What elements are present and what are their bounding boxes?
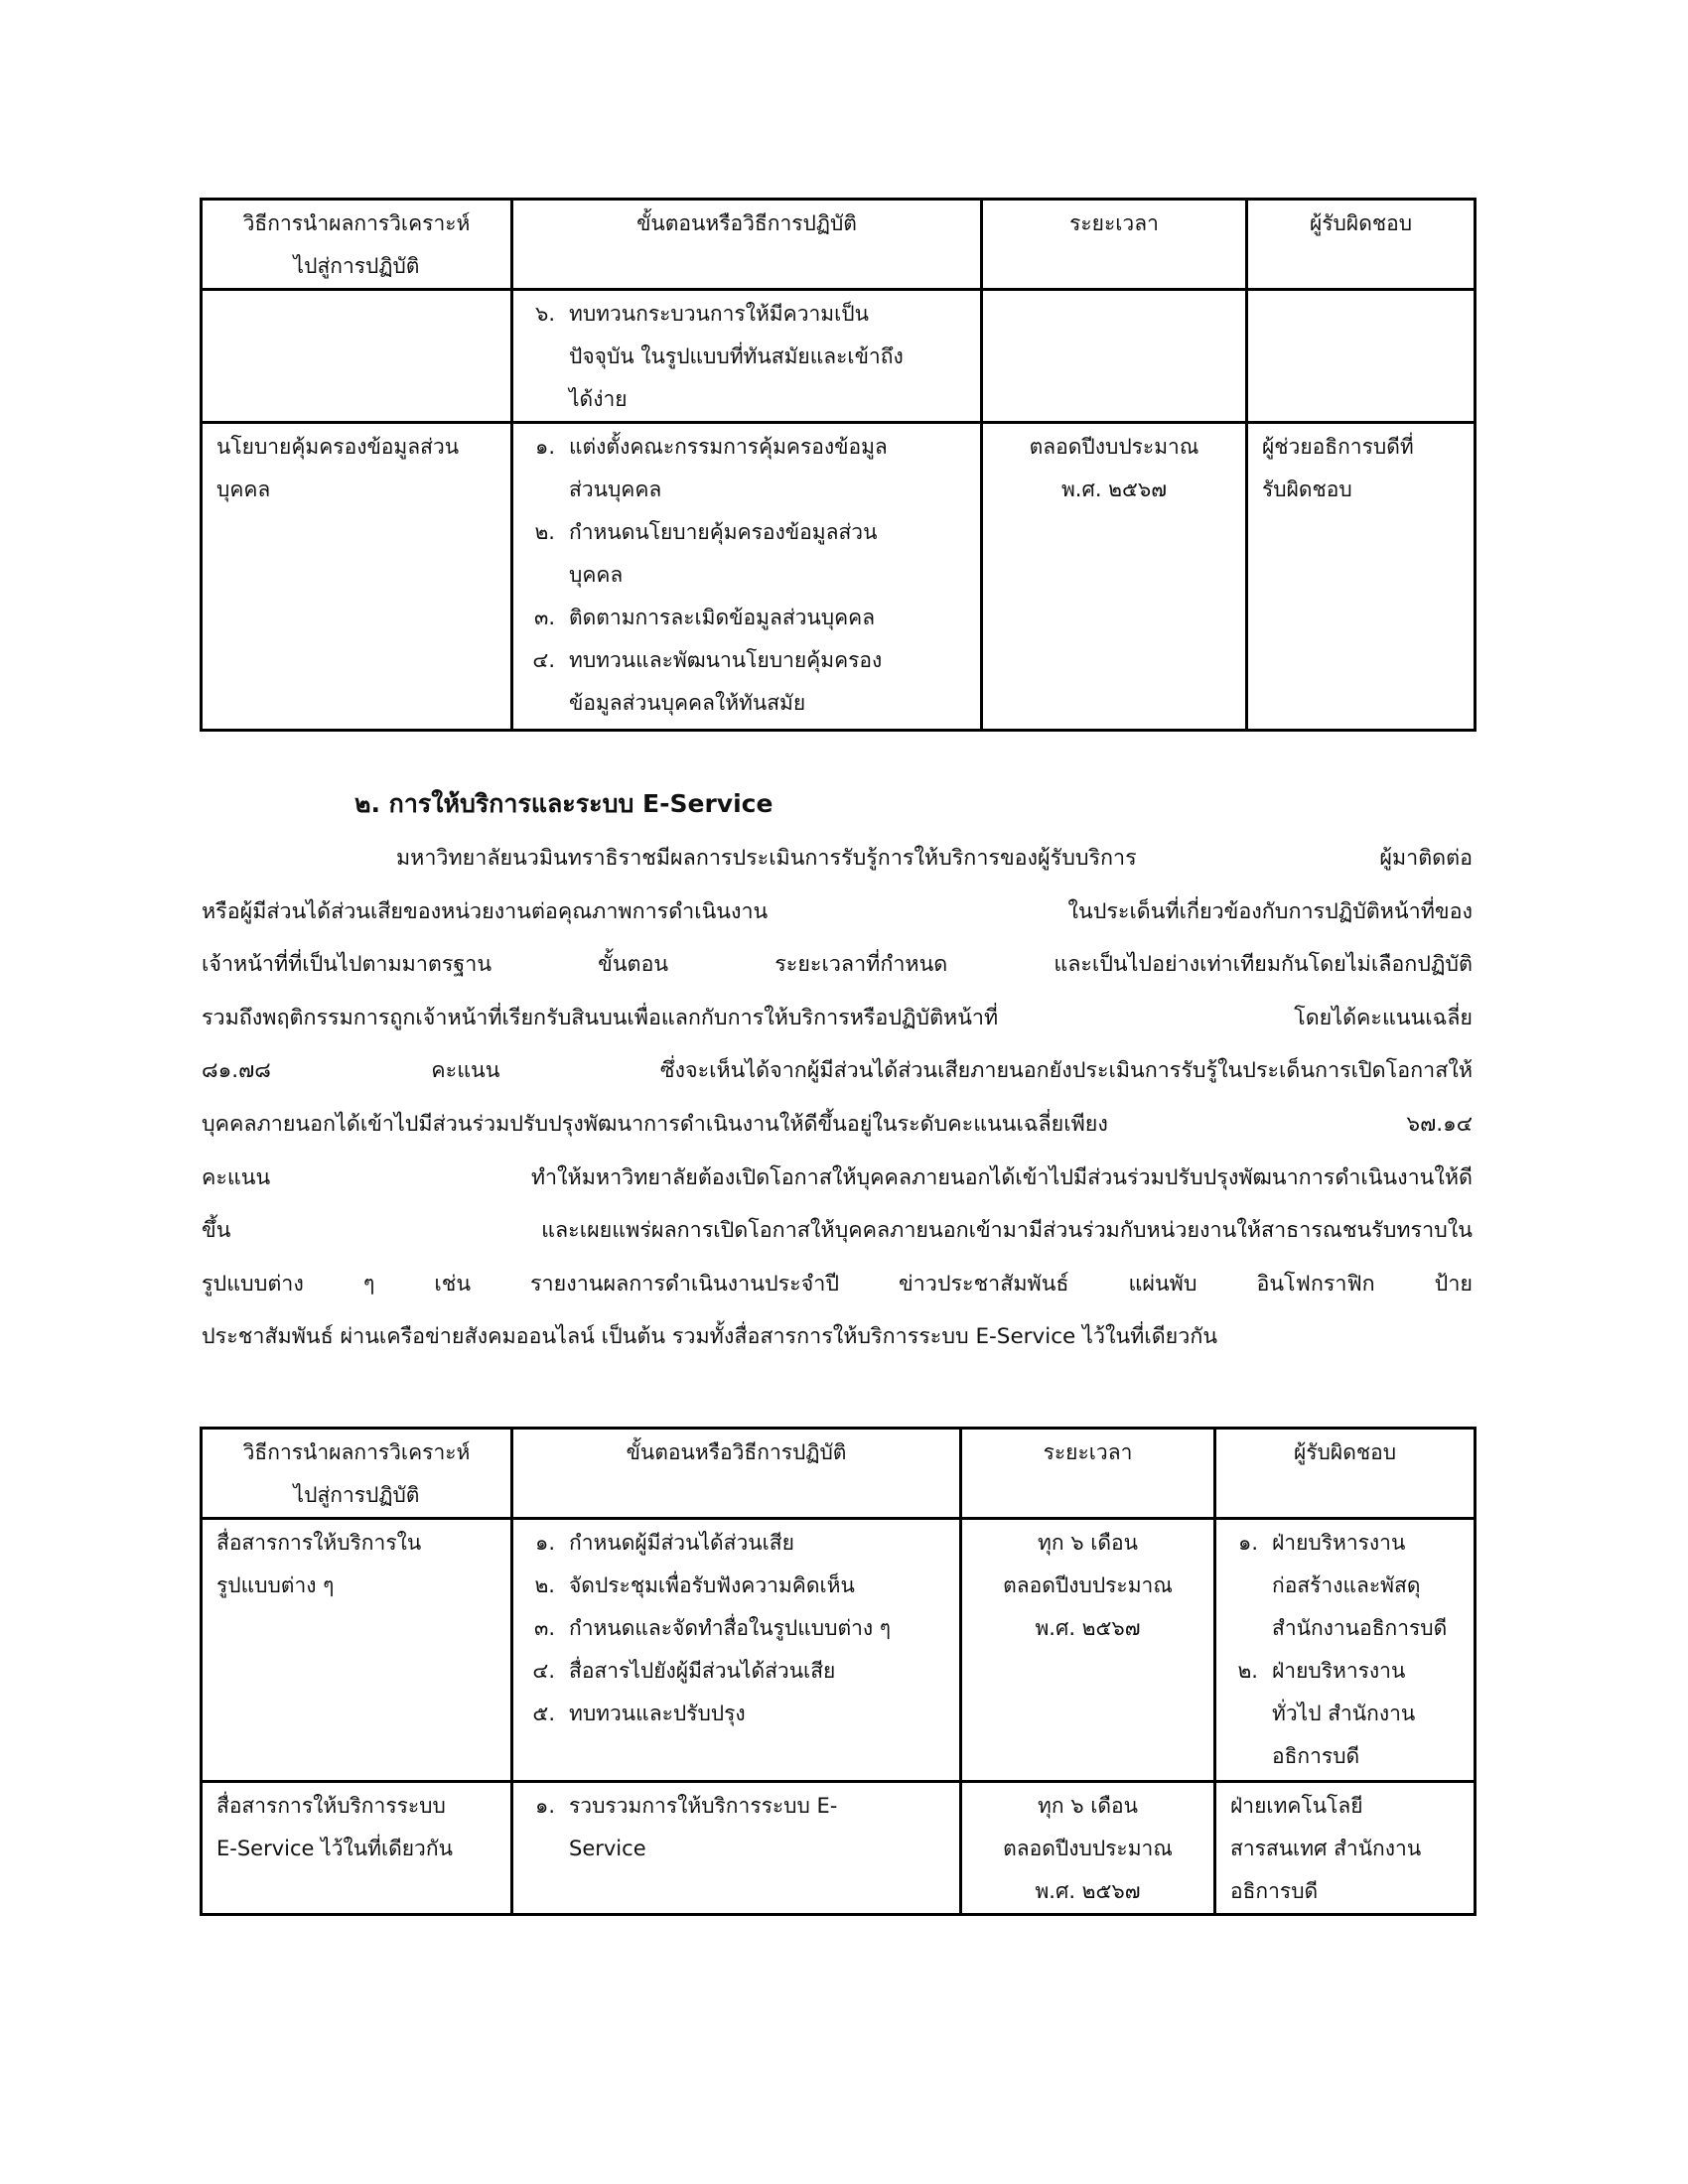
step-text: ส่วนบุคคล xyxy=(569,478,662,501)
responsible-text: สารสนเทศ สำนักงาน xyxy=(1230,1837,1422,1860)
section-paragraph xyxy=(202,832,1473,1364)
period-cell xyxy=(982,290,1247,423)
step-text: กำหนดและจัดทำสื่อในรูปแบบต่าง ๆ xyxy=(569,1616,892,1640)
responsible-text: อธิการบดี xyxy=(1230,1879,1319,1903)
period-text: ตลอดปีงบประมาณ xyxy=(1029,435,1199,459)
period-text: พ.ศ. ๒๕๖๗ xyxy=(1060,478,1168,501)
step-text: Service xyxy=(569,1837,646,1860)
header-text: วิธีการนำผลการวิเคราะห์ xyxy=(242,1440,471,1464)
step-text: สื่อสารไปยังผู้มีส่วนได้ส่วนเสีย xyxy=(569,1659,836,1683)
period-text: ทุก ๖ เดือน xyxy=(1037,1794,1139,1818)
header-responsible: ผู้รับผิดชอบ xyxy=(1247,200,1476,290)
period-text: ตลอดปีงบประมาณ xyxy=(1003,1573,1173,1597)
paragraph-line: หรือผู้มีส่วนได้ส่วนเสียของหน่วยงานต่อคุณภาพการดำเนินงาน ในประเด็นที่เกี่ยวข้องกับการปฏิบัติหน้าที่ของ xyxy=(202,898,1473,924)
steps-cell xyxy=(512,290,982,423)
responsible-text: ก่อสร้างและพัสดุ xyxy=(1272,1573,1421,1597)
paragraph-line: รูปแบบต่าง ๆ เช่น รายงานผลการดำเนินงานประจำปี ข่าวประชาสัมพันธ์ แผ่นพับ อินโฟกราฟิก ป้าย xyxy=(202,1271,1473,1297)
step-item xyxy=(513,1650,959,1693)
responsible-text: ทั่วไป สำนักงาน xyxy=(1272,1702,1416,1725)
table-row xyxy=(202,423,1476,731)
steps-cell xyxy=(512,1782,961,1915)
step-text: ทบทวนและพัฒนานโยบายคุ้มครอง xyxy=(569,648,883,672)
step-item xyxy=(513,1693,959,1735)
step-number: ๔. xyxy=(532,648,555,672)
header-text: ไปสู่การปฏิบัติ xyxy=(293,254,420,278)
step-item xyxy=(513,597,980,639)
approach-cell xyxy=(202,290,512,423)
step-number: ๒. xyxy=(534,520,555,544)
responsible-text: อธิการบดี xyxy=(1272,1744,1360,1768)
table-header-row xyxy=(202,1429,1476,1519)
step-text: กำหนดผู้มีส่วนได้ส่วนเสีย xyxy=(569,1531,794,1555)
step-text: แต่งตั้งคณะกรรมการคุ้มครองข้อมูล xyxy=(569,435,888,459)
responsible-text: ผู้ช่วยอธิการบดีที่ xyxy=(1262,435,1414,459)
header-text: วิธีการนำผลการวิเคราะห์ xyxy=(242,211,471,235)
table-header-row xyxy=(202,200,1476,290)
action-plan-table-2 xyxy=(200,1427,1477,1916)
step-text: กำหนดนโยบายคุ้มครองข้อมูลส่วน xyxy=(569,520,878,544)
responsible-item xyxy=(1216,1522,1474,1650)
period-cell xyxy=(961,1519,1215,1782)
step-item xyxy=(513,511,980,597)
header-steps: ขั้นตอนหรือวิธีการปฏิบัติ xyxy=(512,200,982,290)
approach-text: E-Service ไว้ในที่เดียวกัน xyxy=(216,1837,453,1860)
approach-text: บุคคล xyxy=(216,478,271,501)
responsible-number: ๑. xyxy=(1237,1531,1258,1555)
header-text: ไปสู่การปฏิบัติ xyxy=(293,1483,420,1507)
step-text: ติดตามการละเมิดข้อมูลส่วนบุคคล xyxy=(569,606,876,629)
approach-cell xyxy=(202,1782,512,1915)
responsible-cell xyxy=(1215,1519,1476,1782)
step-number: ๑. xyxy=(534,435,555,459)
responsible-text: สำนักงานอธิการบดี xyxy=(1272,1616,1448,1640)
step-item xyxy=(513,293,980,421)
header-steps: ขั้นตอนหรือวิธีการปฏิบัติ xyxy=(512,1429,961,1519)
responsible-cell xyxy=(1215,1782,1476,1915)
table-row xyxy=(202,1782,1476,1915)
table-row xyxy=(202,290,1476,423)
step-text: จัดประชุมเพื่อรับฟังความคิดเห็น xyxy=(569,1573,855,1597)
responsible-item xyxy=(1216,1650,1474,1778)
step-text: ได้ง่าย xyxy=(569,387,628,411)
paragraph-line: บุคคลภายนอกได้เข้าไปมีส่วนร่วมปรับปรุงพัฒนาการดำเนินงานให้ดีขึ้นอยู่ในระดับคะแนนเฉลี่ยเพียง ๖๗.๑๔ xyxy=(202,1111,1473,1137)
step-number: ๒. xyxy=(534,1573,555,1597)
step-number: ๓. xyxy=(533,606,555,629)
approach-text: สื่อสารการให้บริการระบบ xyxy=(216,1794,446,1818)
action-plan-table-1 xyxy=(200,198,1477,732)
responsible-text: รับผิดชอบ xyxy=(1262,478,1352,501)
paragraph-line: เจ้าหน้าที่ที่เป็นไปตามมาตรฐาน ขั้นตอน ระยะเวลาที่กำหนด และเป็นไปอย่างเท่าเทียมกันโดยไม่เลือกปฏิบัติ xyxy=(202,952,1473,978)
responsible-number: ๒. xyxy=(1237,1659,1258,1683)
step-item xyxy=(513,1565,959,1607)
period-cell xyxy=(961,1782,1215,1915)
period-text: ทุก ๖ เดือน xyxy=(1037,1531,1139,1555)
step-text: ทบทวนกระบวนการให้มีความเป็น xyxy=(569,302,869,326)
step-text: ข้อมูลส่วนบุคคลให้ทันสมัย xyxy=(569,691,806,715)
period-cell xyxy=(982,423,1247,731)
steps-cell xyxy=(512,1519,961,1782)
step-item xyxy=(513,426,980,511)
step-number: ๖. xyxy=(534,302,555,326)
step-item xyxy=(513,1607,959,1650)
step-text: ทบทวนและปรับปรุง xyxy=(569,1702,746,1725)
step-item xyxy=(513,639,980,725)
header-period: ระยะเวลา xyxy=(982,200,1247,290)
responsible-text: ฝ่ายบริหารงาน xyxy=(1272,1659,1406,1683)
steps-cell xyxy=(512,423,982,731)
period-text: พ.ศ. ๒๕๖๗ xyxy=(1035,1616,1141,1640)
step-item xyxy=(513,1785,959,1870)
header-responsible: ผู้รับผิดชอบ xyxy=(1215,1429,1476,1519)
header-period: ระยะเวลา xyxy=(961,1429,1215,1519)
approach-text: นโยบายคุ้มครองข้อมูลส่วน xyxy=(216,435,460,459)
responsible-cell xyxy=(1247,290,1476,423)
paragraph-line: ประชาสัมพันธ์ ผ่านเครือข่ายสังคมออนไลน์ เป็นต้น รวมทั้งสื่อสารการให้บริการระบบ E-Service ไว้ในที่เดียวกัน xyxy=(202,1324,1218,1350)
header-approach xyxy=(202,200,512,290)
approach-text: สื่อสารการให้บริการใน xyxy=(216,1531,422,1555)
responsible-cell xyxy=(1247,423,1476,731)
responsible-text: ฝ่ายบริหารงาน xyxy=(1272,1531,1406,1555)
paragraph-line: มหาวิทยาลัยนวมินทราธิราชมีผลการประเมินการรับรู้การให้บริการของผู้รับบริการ ผู้มาติดต่อ xyxy=(396,846,1473,871)
responsible-text: ฝ่ายเทคโนโลยี xyxy=(1230,1794,1363,1818)
table-row xyxy=(202,1519,1476,1782)
paragraph-line: ๘๑.๗๘ คะแนน ซึ่งจะเห็นได้จากผู้มีส่วนได้ส่วนเสียภายนอกยังประเมินการรับรู้ในประเด็นการเปิดโอกาสให้ xyxy=(202,1058,1473,1084)
step-number: ๓. xyxy=(533,1616,555,1640)
step-number: ๑. xyxy=(534,1531,555,1555)
step-number: ๔. xyxy=(532,1659,555,1683)
step-text: บุคคล xyxy=(569,563,624,587)
approach-cell xyxy=(202,423,512,731)
step-text: รวบรวมการให้บริการระบบ E- xyxy=(569,1794,838,1818)
step-item xyxy=(513,1522,959,1565)
step-number: ๕. xyxy=(532,1702,555,1725)
paragraph-line: รวมถึงพฤติกรรมการถูกเจ้าหน้าที่เรียกรับสินบนเพื่อแลกกับการให้บริการหรือปฏิบัติหน้าที่ โดยได้คะแนนเฉลี่ย xyxy=(202,1005,1473,1030)
approach-text: รูปแบบต่าง ๆ xyxy=(216,1573,335,1597)
paragraph-line: ขึ้น และเผยแพร่ผลการเปิดโอกาสให้บุคคลภายนอกเข้ามามีส่วนร่วมกับหน่วยงานให้สาธารณชนรับทราบใน xyxy=(202,1218,1473,1244)
approach-cell xyxy=(202,1519,512,1782)
period-text: ตลอดปีงบประมาณ xyxy=(1003,1837,1173,1860)
section-heading: ๒. การให้บริการและระบบ E-Service xyxy=(354,789,774,818)
period-text: พ.ศ. ๒๕๖๗ xyxy=(1035,1879,1141,1903)
step-number: ๑. xyxy=(534,1794,555,1818)
header-approach xyxy=(202,1429,512,1519)
paragraph-line: คะแนน ทำให้มหาวิทยาลัยต้องเปิดโอกาสให้บุคคลภายนอกได้เข้าไปมีส่วนร่วมปรับปรุงพัฒนาการดำเนินงานให้ดี xyxy=(202,1164,1473,1190)
step-text: ปัจจุบัน ในรูปแบบที่ทันสมัยและเข้าถึง xyxy=(569,344,904,368)
